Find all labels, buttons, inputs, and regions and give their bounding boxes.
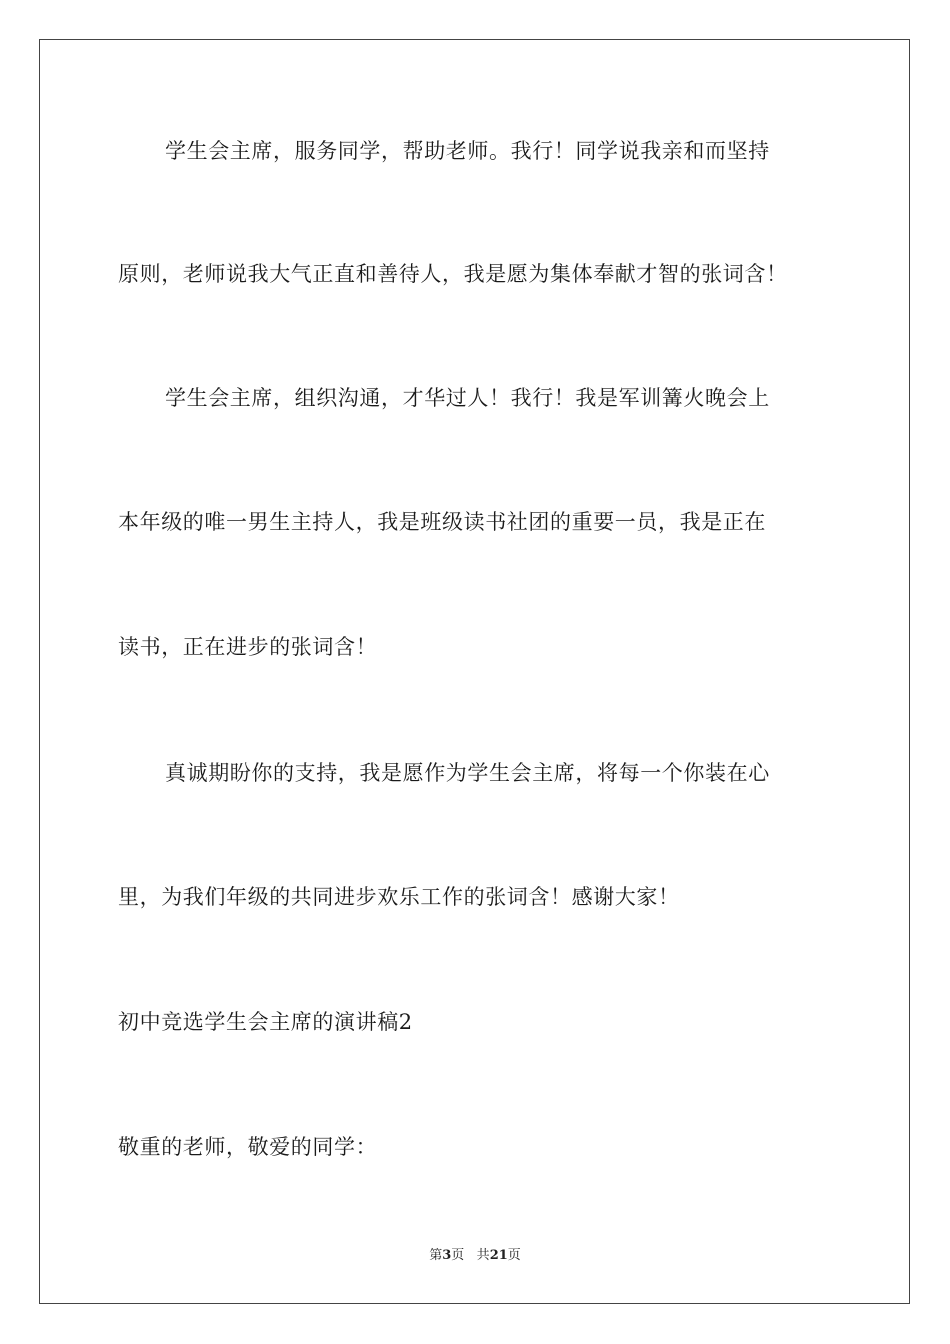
total-pages: 21 <box>489 1248 508 1263</box>
page-number: 3 <box>442 1248 452 1263</box>
total-suffix: 页 <box>507 1248 521 1263</box>
page-prefix: 第 <box>429 1248 443 1263</box>
paragraph-line: 读书，正在进步的张词含！ <box>118 635 378 659</box>
paragraph-line: 原则，老师说我大气正直和善待人，我是愿为集体奉献才智的张词含！ <box>118 262 788 286</box>
salutation-line: 敬重的老师，敬爱的同学： <box>118 1135 378 1159</box>
paragraph-line: 里，为我们年级的共同进步欢乐工作的张词含！感谢大家！ <box>118 885 680 909</box>
page-footer <box>0 1247 950 1265</box>
paragraph-line: 真诚期盼你的支持，我是愿作为学生会主席，将每一个你装在心 <box>165 761 770 785</box>
section-title: 初中竞选学生会主席的演讲稿2 <box>118 1010 413 1034</box>
paragraph-line: 本年级的唯一男生主持人，我是班级读书社团的重要一员，我是正在 <box>118 510 766 534</box>
page-suffix: 页 <box>451 1248 465 1263</box>
paragraph-line: 学生会主席，组织沟通，才华过人！我行！我是军训篝火晚会上 <box>165 386 770 410</box>
page-border <box>39 39 910 1304</box>
paragraph-line: 学生会主席，服务同学，帮助老师。我行！同学说我亲和而坚持 <box>165 139 770 163</box>
total-prefix: 共 <box>476 1248 490 1263</box>
